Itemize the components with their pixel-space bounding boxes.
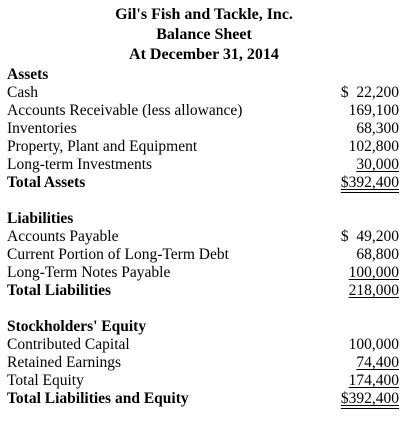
liability-row-payable [7,228,401,246]
asset-label: Accounts Receivable (less allowance) [7,102,243,119]
liability-label: Current Portion of Long-Term Debt [7,246,229,263]
liability-amount: $ 49,200 [340,228,399,245]
company-name: Gil's Fish and Tackle, Inc. [115,6,293,23]
equity-row-retained [7,354,401,372]
equity-amount: 100,000 [348,336,399,353]
assets-title: Assets [7,66,49,83]
total-assets-label: Total Assets [7,174,86,191]
equity-label: Total Equity [7,372,84,389]
liability-amount: 68,800 [356,246,399,263]
statement-title: Balance Sheet [156,26,252,43]
liability-label: Accounts Payable [7,228,119,245]
asset-label: Inventories [7,120,77,137]
section-gap [7,192,401,210]
section-gap [7,300,401,318]
total-assets-row [7,174,401,192]
total-liabilities-equity-row [7,390,401,408]
asset-label: Cash [7,84,38,101]
equity-amount: 74,400 [356,354,399,371]
equity-label: Contributed Capital [7,336,130,353]
asset-amount: 68,300 [356,120,399,137]
statement-header [7,5,401,65]
asset-amount: $ 22,200 [340,84,399,101]
liabilities-title: Liabilities [7,210,74,227]
liabilities-section [7,210,401,300]
asset-row-ppe [7,138,401,156]
equity-title: Stockholders' Equity [7,318,147,335]
liability-amount: 100,000 [348,264,399,281]
equity-amount: 174,400 [348,372,399,389]
asset-amount: 30,000 [356,156,399,173]
asset-label: Long-term Investments [7,156,153,173]
equity-label: Retained Earnings [7,354,122,371]
assets-section [7,66,401,192]
total-liabilities-amount: 218,000 [348,282,399,299]
liability-row-notes [7,264,401,282]
total-assets-amount: $392,400 [340,174,399,191]
liability-label: Long-Term Notes Payable [7,264,171,281]
statement-date: At December 31, 2014 [129,46,279,63]
asset-row-inventories [7,120,401,138]
asset-amount: 102,800 [348,138,399,155]
equity-row-total-equity [7,372,401,390]
equity-row-contributed [7,336,401,354]
total-liabilities-row [7,282,401,300]
asset-row-receivables [7,102,401,120]
asset-label: Property, Plant and Equipment [7,138,198,155]
total-liabilities-equity-label: Total Liabilities and Equity [7,390,189,407]
equity-section [7,318,401,408]
asset-row-investments [7,156,401,174]
asset-row-cash [7,84,401,102]
total-liabilities-equity-amount: $392,400 [340,390,399,407]
asset-amount: 169,100 [348,102,399,119]
total-liabilities-label: Total Liabilities [7,282,112,299]
liability-row-current-debt [7,246,401,264]
